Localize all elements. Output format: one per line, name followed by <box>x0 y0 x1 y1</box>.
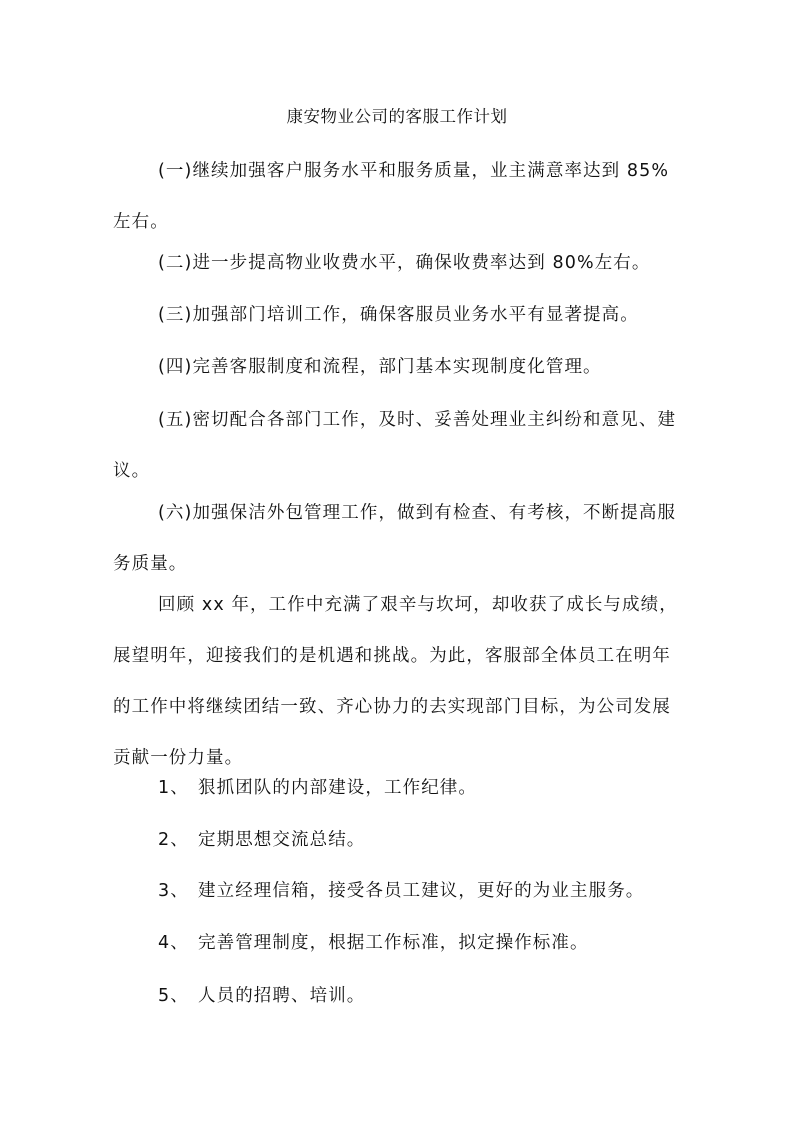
measure-number: 5、 <box>158 986 189 1006</box>
goal-paragraph-5: (五)密切配合各部门工作，及时、妥善处理业主纠纷和意见、建议。 <box>113 410 677 481</box>
goal-paragraph-3: (三)加强部门培训工作，确保客服员业务水平有显著提高。 <box>158 305 639 325</box>
goal-paragraph-4: (四)完善客服制度和流程，部门基本实现制度化管理。 <box>158 357 602 377</box>
measure-item-1 <box>158 763 698 814</box>
goal-paragraph-6: (六)加强保洁外包管理工作，做到有检查、有考核，不断提高服务质量。 <box>113 503 677 574</box>
measure-item-5 <box>158 971 698 1022</box>
measure-text: 定期思想交流总结。 <box>198 830 366 850</box>
measure-item-4 <box>158 918 698 969</box>
goal-paragraph-1: (一)继续加强客户服务水平和服务质量，业主满意率达到 85%左右。 <box>113 161 670 232</box>
measure-text: 狠抓团队的内部建设，工作纪律。 <box>198 778 477 798</box>
measure-item-3 <box>158 866 698 917</box>
measure-number: 3、 <box>158 881 189 901</box>
measure-text: 完善管理制度，根据工作标准，拟定操作标准。 <box>198 933 589 953</box>
measure-text: 人员的招聘、培训。 <box>198 986 366 1006</box>
measure-number: 1、 <box>158 778 189 798</box>
measure-item-2 <box>158 815 698 866</box>
goal-paragraph-2: (二)进一步提高物业收费水平，确保收费率达到 80%左右。 <box>158 253 651 273</box>
measure-number: 4、 <box>158 933 189 953</box>
measure-number: 2、 <box>158 830 189 850</box>
document-title: 康安物业公司的客服工作计划 <box>286 107 508 126</box>
measure-text: 建立经理信箱，接受各员工建议，更好的为业主服务。 <box>198 881 645 901</box>
summary-paragraph: 回顾 xx 年，工作中充满了艰辛与坎坷，却收获了成长与成绩，展望明年，迎接我们的是机遇和挑战。为此，客服部全体员工在明年的工作中将继续团结一致、齐心协力的去实现部门目标，为公司发展贡献一份力量。 <box>113 595 678 768</box>
